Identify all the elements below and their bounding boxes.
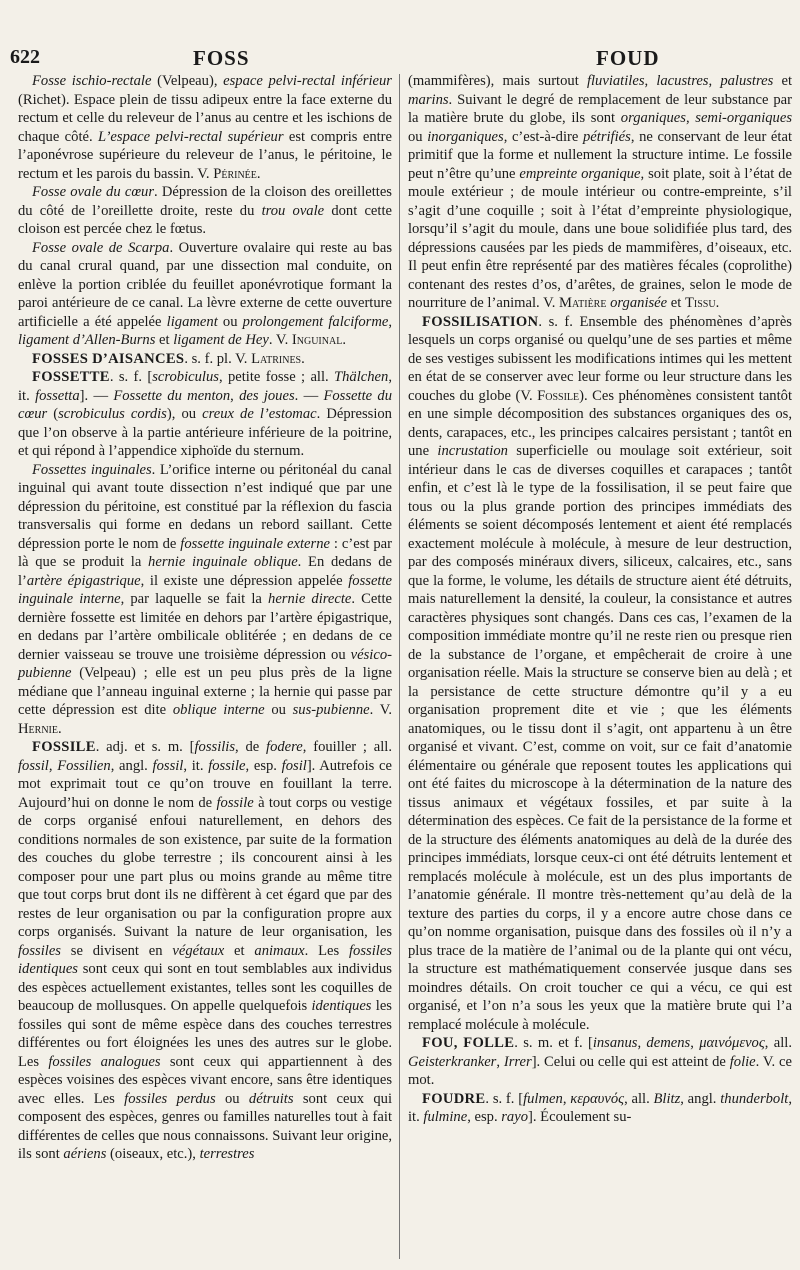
italic-text: des joues	[239, 387, 295, 404]
text-run: . V.	[268, 332, 292, 348]
text-run: . Ouverture ovalaire qui reste au bas du canal crural quand, par une dissection mal conduite, on enlève la portion criblée du feuillet aponévrotique formant la paroi antérieure de ce canal. La lèvre externe de cette ouverture artificielle a été appelée	[18, 239, 392, 330]
text-run: et	[155, 332, 174, 348]
cross-reference: Matière	[559, 295, 607, 311]
text-run: .	[301, 350, 305, 367]
text-run: , esp.	[467, 1109, 502, 1125]
italic-text: détruits	[248, 1090, 294, 1107]
italic-text: Fossette du menton	[113, 387, 231, 404]
entry-fossile	[18, 738, 392, 1164]
entry-foudre	[408, 1090, 792, 1127]
italic-text: rayo	[501, 1109, 529, 1125]
italic-text: fossile	[216, 794, 254, 811]
text-run: (mammifères), mais surtout	[408, 73, 587, 89]
italic-text: artère épigastrique	[26, 572, 141, 589]
italic-text: fossil	[152, 757, 184, 774]
entry-fosse-ovale-scarpa	[18, 239, 392, 350]
italic-text: folie	[729, 1053, 756, 1070]
italic-text: L’espace pelvi-rectal supérieur	[98, 128, 284, 145]
text-run: .	[715, 295, 720, 311]
italic-text: oblique interne	[172, 702, 265, 718]
italic-text: fossiles perdus	[124, 1090, 216, 1107]
text-run: , it.	[183, 757, 209, 774]
text-run: et	[773, 73, 793, 89]
text-run: ,	[48, 757, 58, 774]
cross-reference: Fossile	[537, 387, 580, 404]
right-column	[408, 72, 792, 1127]
entry-fossilisation	[408, 313, 792, 1035]
text-run: . s. f. [	[109, 369, 153, 385]
text-run: ,	[690, 1035, 700, 1051]
italic-text: scrobiculus	[152, 369, 219, 385]
italic-text: fluviatiles	[586, 73, 645, 89]
cross-reference: Tissu	[684, 295, 716, 311]
italic-text: fulmen	[523, 1090, 563, 1107]
entry-fou-folle	[408, 1034, 792, 1090]
text-run: , soit plate, soit à l’état de moule extérieur ; de moule intérieur ou contre-empreinte, s’il s’agit d’une coquille ; soit à l’état d’empreinte physiologique, lorsqu’il s’agit du moule, dans une boue solidifiée plus tard, des dépressions causées par les pieds de mammifères, d’oiseaux, etc. Il peut enfin être représenté par des matières fécales (coprolithe) contenant des restes d’os, d’arêtes, de graines, selon le mode de nourriture de l’animal. V.	[408, 165, 792, 311]
italic-text: fossile	[208, 757, 246, 774]
text-run: , all.	[764, 1035, 792, 1051]
cross-reference: Inguinal	[291, 332, 343, 348]
headword: FOSSILISATION	[422, 313, 539, 330]
text-run: . Les	[304, 942, 349, 959]
italic-text: lacustres	[656, 73, 709, 89]
italic-text: Geisterkranker	[408, 1053, 497, 1070]
left-column	[18, 72, 392, 1164]
text-run: . s. m. et f. [	[514, 1035, 593, 1051]
text-run: , c’est-à-dire	[503, 128, 583, 145]
italic-text: prolongement falciforme	[242, 313, 389, 330]
italic-text: Fosse ovale de Scarpa	[32, 239, 170, 256]
text-run: ou	[408, 128, 428, 145]
text-run: ,	[708, 73, 721, 89]
cross-reference: Périnée	[213, 165, 257, 182]
text-run: . Dépression de la cloison des oreillettes du côté de l’oreillette droite, reste du	[18, 184, 392, 219]
italic-text: creux de l’estomac	[202, 406, 317, 422]
italic-text: demens	[646, 1035, 691, 1051]
text-run: , fouiller ; all.	[302, 739, 392, 755]
italic-text: fossette inguinale externe	[180, 535, 330, 552]
italic-text: ligament de Hey	[173, 332, 269, 348]
entry-fosses-d-aisances	[18, 350, 392, 369]
text-run: , angl.	[110, 757, 153, 774]
entry-fossile-continued	[408, 72, 792, 313]
text-run: à tout corps ou vestige de corps organisé enfoui naturellement, en dehors des conditions normales de son existence, par suite de la formation des couches du globe terrestre ; ils concourent ainsi à les composer pour une part plus ou moins grande au même titre que tout corps brut dont ils ne diffèrent à cet égard que par des restes de leur organisation ou par la configuration propre aux corps organisés. Suivant la nature de leur organisation, les	[18, 794, 392, 940]
italic-text: Fossilien	[57, 757, 111, 774]
italic-text: insanus	[592, 1035, 638, 1051]
text-run: . —	[294, 387, 324, 404]
text-run: . Dépression que l’on observe à la partie antérieure inférieure de la poitrine, et qui répond à l’appendice xiphoïde du sternum.	[18, 406, 392, 459]
italic-text: Fosse ischio-rectale	[32, 73, 152, 89]
italic-text: pétrifiés	[582, 128, 631, 145]
italic-text: Fossettes inguinales	[32, 461, 152, 478]
entry-fosse-ovale-coeur	[18, 183, 392, 239]
text-run: se divisent en	[60, 942, 173, 959]
text-run: (oiseaux, etc.),	[106, 1146, 200, 1162]
text-run: les fossiles qui sont de même espèce dans des couches terrestres différentes ou fort éloignées les unes des autres sur le globe. Les	[18, 998, 392, 1070]
italic-text: fossiles identiques	[18, 942, 392, 977]
italic-text: marins	[408, 91, 449, 108]
italic-text: sus-pubienne	[292, 702, 370, 718]
page-header	[8, 46, 788, 72]
text-run: . s. f. pl. V.	[184, 350, 252, 367]
text-run: ou	[217, 313, 243, 330]
cross-reference: Hernie	[18, 720, 58, 737]
italic-text: hernie directe	[268, 591, 352, 607]
text-run: . En dedans de l’	[18, 554, 392, 589]
italic-text: semi-organiques	[695, 110, 793, 126]
italic-text: végétaux	[172, 942, 225, 959]
italic-text: vésico-pubienne	[18, 646, 392, 681]
italic-text: fossiles analogues	[48, 1053, 161, 1070]
text-run: ,	[644, 73, 657, 89]
page-number: 622	[10, 46, 40, 68]
text-run: et	[224, 942, 255, 959]
italic-text: aériens	[63, 1146, 107, 1162]
italic-text: fossilis	[194, 739, 236, 755]
text-run: ]. —	[79, 387, 114, 404]
text-run: ,	[562, 1090, 571, 1107]
text-run: , petite fosse ; all.	[218, 369, 335, 385]
text-run: superficielle ou moulage soit extérieur, soit intérieur dans le cas de diverses coquilles et carapaces ; tantôt enfin, et c’est là le type de la fossilisation, il se peut faire que tous ou la plus grande portion des principes immédiats des éléments se soient décomposés lentement et aient été remplacés exactement molécule à molécule, à mesure de leur destruction, par des composés minéraux divers, siliceux, calcaires, etc., sans que la forme, le volume, les détails de structure aient été détruits, mais naturellement la densité, la couleur, la consistance et autres caractères physiques sont changés. Dans ces cas, l’examen de la composition immédiate montre qu’il ne reste rien ou presque rien de la substance de l’organe, et empêcherait de croire à une organisation réelle. Mais la structure se conserve bien au delà ; et la persistance de cette structure démontre qu’il y a eu organisation proprement dite et vie ; que les éléments anatomiques, ou le tissu dont il s’agit, ont appartenu à un être organisé et vivant. C’est, comme on voit, sur ce fait d’anatomie élémentaire ou générale que reposent toutes les applications qui ont été faites du microscope à la détermination de la nature des tissus animaux et végétaux fossiles, et par suite à la détermination des espèces. Ce fait de la persistance de la forme et de la structure des éléments anatomiques au delà de la durée des principes immédiats, lorsque ceux-ci ont été détruits lentement et remplacés molécule à molécule, est un des plus importants de l’anatomie générale. Il montre très-nettement qu’au delà de la texture des parties du corps, il y a encore autre chose dans ce qu’on nomme organisation, puisque dans des fossiles où il n’y a plus trace de la matière de l’animal ou de la plante qui ont vécu, la structure est mathématiquement conservée jusque dans ses moindres détails. On croit toucher ce qui a vécu, ce qui est organisé, et l’on n’a sous les yeux que la matière brute qui l’a remplacé molécule à molécule.	[408, 443, 792, 1033]
text-run: ]. Écoulement su-	[528, 1109, 632, 1125]
text-run: , angl.	[680, 1090, 721, 1107]
running-head-right: FOUD	[596, 46, 660, 70]
text-run: sont ceux qui sont en tout semblables aux individus des espèces actuellement existantes, telles sont les coquilles de beaucoup de mollusques. On appelle quelquefois	[18, 961, 392, 1014]
italic-text: scrobiculus cordis	[58, 406, 167, 422]
text-run: ,	[685, 110, 696, 126]
text-run: (Velpeau) ; elle est un peu plus près de la ligne médiane que l’anneau inguinal externe ; la hernie qui passe par cette dépression est dite	[18, 665, 392, 718]
italic-text: fossette inguinale interne	[18, 572, 393, 607]
italic-text: fodere	[266, 739, 303, 755]
italic-text: organisée	[610, 295, 668, 311]
headword: FOSSETTE	[32, 369, 110, 385]
italic-text: inorganiques	[427, 128, 504, 145]
text-run: . V. ce mot.	[408, 1053, 792, 1088]
italic-text: μαινόμενος	[699, 1035, 765, 1051]
text-run: ou	[215, 1090, 249, 1107]
text-run: , ne conservant de leur état primitif que la forme et nullement la structure intime. Le fossile peut n’être qu’une	[408, 128, 792, 182]
text-run: .	[57, 720, 62, 737]
text-run: . Suivant le degré de remplacement de leur substance par la matière brute du globe, ils sont	[408, 91, 792, 126]
text-run: dont cette cloison est percée chez le fœtus.	[18, 202, 392, 237]
italic-text: trou ovale	[261, 202, 325, 219]
text-run: . V.	[369, 702, 393, 718]
headword: FOSSILE	[32, 739, 96, 755]
text-run: . adj. et s. m. [	[95, 739, 195, 755]
text-run: , it.	[18, 369, 392, 404]
headword: FOU, FOLLE	[422, 1035, 515, 1051]
italic-text: terrestres	[199, 1146, 255, 1162]
text-run: , il existe une dépression appelée	[140, 572, 349, 589]
italic-text: Irrer	[503, 1053, 532, 1070]
text-run: sont ceux qui composent des espèces, genres ou familles naturelles tout à fait différentes de celles que nous connaissons. Suivant leur origine, ils sont	[18, 1090, 393, 1162]
headword: FOUDRE	[422, 1090, 486, 1107]
italic-text: Blitz	[653, 1090, 681, 1107]
text-run: et	[667, 295, 685, 311]
column-divider	[399, 74, 400, 1259]
text-run: . Cette dernière fossette est limitée en dehors par l’artère épigastrique, en dedans par l’artère ombilicale oblitérée ; en dedans de ce dernier vaisseau se trouve une troisième dépression ou	[18, 591, 392, 663]
italic-text: ligament	[166, 313, 218, 330]
italic-text: fosil	[281, 757, 307, 774]
italic-text: Fossette du cœur	[18, 387, 392, 422]
text-run: , it.	[408, 1090, 792, 1125]
text-run: ), ou	[166, 406, 203, 422]
text-run: ). Ces phénomènes consistent tantôt en une simple décomposition des substances organiques des os, dents, carapaces, etc., les principes calcaires persistant ; tantôt en une	[408, 387, 792, 459]
text-run: (Velpeau),	[151, 73, 224, 89]
text-run: ,	[230, 387, 240, 404]
text-run: sont ceux qui appartiennent à des espèces voisines des espèces vivant encore, sans être identiques avec elles. Les	[18, 1053, 392, 1107]
italic-text: palustres	[720, 73, 774, 89]
italic-text: Thälchen	[334, 369, 389, 385]
text-run: ]. Autrefois ce mot exprimait tout ce qu’on trouve en fouillant la terre. Aujourd’hui on donne le nom de	[18, 757, 393, 811]
text-run: .	[342, 332, 346, 348]
italic-text: κεραυνός	[570, 1090, 625, 1107]
entry-fossettes-inguinales	[18, 461, 392, 739]
text-run: ]. Celui ou celle qui est atteint de	[531, 1053, 730, 1070]
italic-text: fossiles	[18, 942, 61, 959]
italic-text: empreinte organique	[519, 165, 641, 182]
text-run: , all.	[624, 1090, 654, 1107]
text-run: ,	[637, 1035, 647, 1051]
italic-text: organiques	[620, 110, 686, 126]
text-run: . L’orifice interne ou péritonéal du canal inguinal qui avant toute dissection n’est indiqué que par une dépression du péritoine, est constitué par la réflexion du fascia transversalis qui forme en dedans un rebord saillant. Cette dépression porte le nom de	[18, 461, 392, 552]
text-run: .	[256, 165, 261, 182]
italic-text: fossil	[18, 757, 49, 774]
italic-text: animaux	[254, 942, 305, 959]
text-run: ou	[264, 702, 293, 718]
headword: FOSSES D’AISANCES	[32, 350, 185, 367]
text-run: (Richet). Espace plein de tissu adipeux entre la face externe du rectum et celle du releveur de l’anus au centre et les ischions de chaque côté.	[18, 91, 392, 145]
text-run: ,	[496, 1053, 504, 1070]
italic-text: fossetta	[35, 387, 80, 404]
text-run: . s. f. Ensemble des phénomènes d’après lesquels un corps organisé ou quelqu’une de ses parties et même de ses vestiges subissent les modifications intimes qui les mettent en état de se conserver avec leur forme ou leur structure dans les couches du globe (V.	[408, 313, 792, 404]
italic-text: identiques	[311, 998, 372, 1014]
entry-fossette	[18, 368, 392, 461]
italic-text: Fosse ovale du cœur	[32, 184, 155, 200]
text-run: est compris entre l’aponévrose supérieure du releveur de l’anus, le péritoine, le rectum et les parois du bassin. V.	[18, 128, 393, 182]
text-run: ,	[388, 313, 392, 330]
text-run: , esp.	[245, 757, 282, 774]
text-run: : c’est par là que se produit la	[18, 535, 392, 570]
italic-text: hernie inguinale oblique	[148, 554, 298, 570]
italic-text: ligament d’Allen-Burns	[18, 332, 156, 348]
italic-text: incrustation	[437, 443, 508, 459]
cross-reference: Latrines	[251, 350, 302, 367]
italic-text: espace pelvi-rectal inférieur	[223, 73, 392, 89]
italic-text: fulmine	[423, 1109, 468, 1125]
text-run: . s. f. [	[485, 1090, 524, 1107]
text-run: , de	[235, 739, 267, 755]
text-run: (	[47, 406, 59, 422]
entry-fosse-ischio-rectale	[18, 72, 392, 183]
text-run: , par laquelle se fait la	[120, 591, 269, 607]
running-head-left: FOSS	[193, 46, 250, 70]
italic-text: thunderbolt	[720, 1090, 789, 1107]
